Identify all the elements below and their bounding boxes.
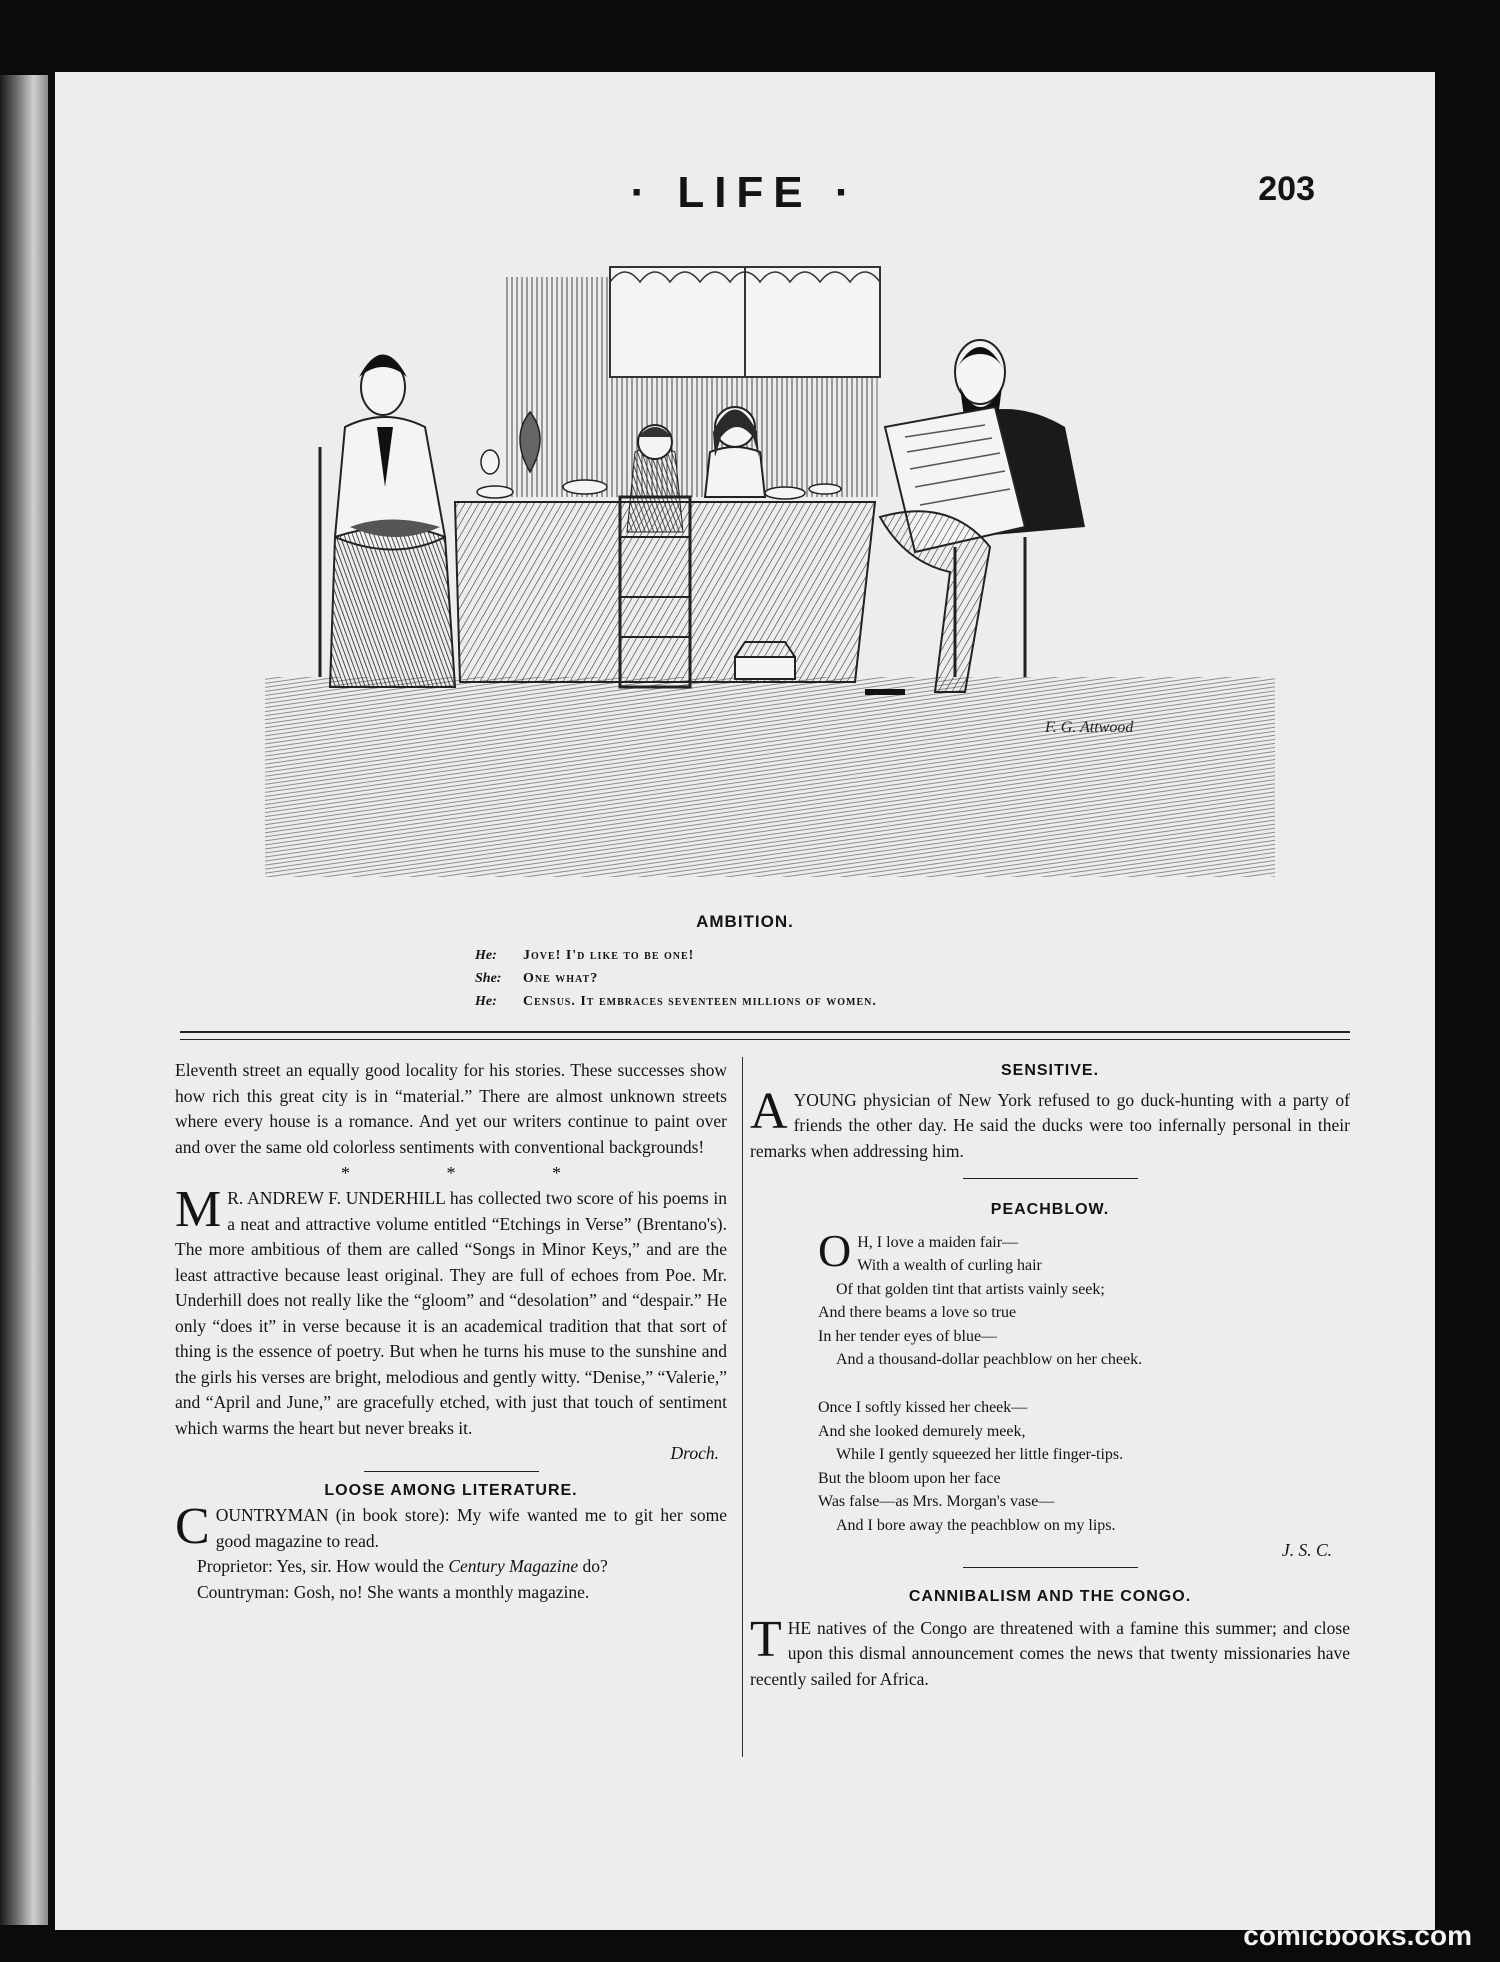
right-column	[750, 1058, 1350, 1692]
peachblow-poem	[750, 1224, 1350, 1538]
poem-line: O H, I love a maiden fair—	[818, 1224, 1019, 1276]
masthead-title: · LIFE ·	[630, 168, 860, 217]
dialogue-line	[475, 990, 877, 1013]
underhill-review	[175, 1181, 727, 1441]
proprietor-line-end: do?	[578, 1556, 608, 1576]
poem-line: And she looked demurely meek,	[818, 1422, 1026, 1440]
column-divider	[742, 1057, 743, 1757]
drop-cap: T	[750, 1610, 782, 1668]
separator-dots: * * *	[341, 1163, 607, 1183]
peachblow-title: PEACHBLOW.	[990, 1201, 1110, 1218]
man-reading-newspaper	[865, 340, 1085, 692]
drop-cap: A	[750, 1082, 788, 1140]
review-signature: Droch.	[670, 1443, 719, 1463]
dialogue-speaker: She:	[475, 971, 502, 986]
artist-signature: F. G. Attwood	[1045, 719, 1134, 736]
dialogue-line	[475, 944, 877, 967]
dialogue-text: Census. It embraces seventeen millions of women.	[523, 994, 877, 1009]
family-breakfast-illustration	[265, 237, 1275, 887]
congo-paragraph	[750, 1610, 1350, 1693]
loose-among-literature-title: LOOSE AMONG LITERATURE.	[324, 1481, 578, 1499]
sensitive-text: YOUNG physician of New York refused to go duck-hunting with a party of friends the other day. He said the ducks were too infernally personal in their remarks when addressing him.	[750, 1089, 1350, 1161]
congo-text: HE natives of the Congo are threatened with a famine this summer; and close upon this dismal announcement comes the news that twenty missionaries have recently sailed for Africa.	[750, 1617, 1350, 1689]
short-rule	[963, 1567, 1138, 1568]
dialogue-line	[475, 967, 877, 990]
poem-signature: J. S. C.	[1281, 1539, 1332, 1560]
magazine-name: Century Magazine	[448, 1556, 579, 1576]
poem-line: Was false—as Mrs. Morgan's vase—	[818, 1493, 1055, 1511]
poem-line: And there beams a love so true	[818, 1304, 1017, 1322]
dialogue-text: Jove! I'd like to be one!	[523, 948, 695, 963]
short-rule	[963, 1178, 1138, 1179]
countryman-line	[175, 1498, 727, 1555]
underhill-review-text: R. ANDREW F. UNDERHILL has collected two score of his poems in a neat and attractive volume entitled “Etchings in Verse” (Brentano's). The more ambitious of them are called “Songs in Minor Keys,” and are the least attractive because least original. They are full of echoes from Poe. Mr. Underhill does not really like the “gloom” and “desolation” and “despair.” He only “does it” in verse because it is an academical tradition that that sort of thing is the essence of poetry. But when he turns his muse to the sunshine and the girls his verses are bright, melodious and gently witty. “Denise,” “Valerie,” and “April and June,” are gracefully etched, with just that touch of sentiment which warms the heart but never breaks it.	[175, 1188, 727, 1438]
poem-line: And I bore away the peachblow on my lips.	[836, 1517, 1116, 1535]
section-divider	[180, 1031, 1350, 1040]
dialogue-speaker: He:	[475, 948, 497, 963]
short-rule	[364, 1471, 539, 1472]
stories-paragraph: Eleventh street an equally good locality for his stories. These successes show how rich this great city is in “material.” There are almost unknown streets where every house is a romance. And yet our writers continue to paint over and over the same old colorless sentiments with conventional backgrounds!	[175, 1060, 727, 1157]
site-watermark: comicbooks.com	[1243, 1920, 1472, 1951]
left-column	[175, 1058, 727, 1605]
caption-title: AMBITION.	[696, 912, 794, 931]
caption-dialogue	[475, 944, 877, 1013]
poem-stanza	[818, 1396, 1350, 1538]
congo-title: CANNIBALISM AND THE CONGO.	[908, 1588, 1192, 1606]
poem-line: Once I softly kissed her cheek—	[818, 1399, 1028, 1417]
poem-line: But the bloom upon her face	[818, 1469, 1001, 1487]
poem-line: With a wealth of curling hair	[857, 1257, 1042, 1275]
sensitive-paragraph	[750, 1082, 1350, 1165]
proprietor-line	[175, 1554, 727, 1580]
magazine-page	[55, 72, 1435, 1930]
page-number: 203	[1258, 170, 1315, 208]
countryman-line-text: OUNTRYMAN (in book store): My wife wanted me to git her some good magazine to read.	[215, 1505, 727, 1551]
drop-cap: O	[818, 1224, 852, 1276]
sensitive-title: SENSITIVE.	[1000, 1062, 1100, 1079]
woman-seated-left	[320, 355, 455, 688]
poem-line: Of that golden tint that artists vainly seek;	[836, 1280, 1105, 1298]
poem-line: And a thousand-dollar peachblow on her cheek.	[836, 1351, 1143, 1369]
dialogue-text: One what?	[523, 971, 599, 986]
poem-stanza	[818, 1224, 1350, 1373]
poem-line: In her tender eyes of blue—	[818, 1327, 998, 1345]
dialogue-speaker: He:	[475, 994, 497, 1009]
book-spine-edge	[0, 75, 48, 1925]
drop-cap: C	[175, 1498, 210, 1555]
poem-line: While I gently squeezed her little finger-tips.	[836, 1446, 1124, 1464]
drop-cap: M	[175, 1181, 222, 1238]
proprietor-line-text: Proprietor: Yes, sir. How would the	[197, 1556, 449, 1576]
countryman-reply: Countryman: Gosh, no! She wants a monthly magazine.	[197, 1581, 590, 1602]
floor	[265, 677, 1275, 877]
